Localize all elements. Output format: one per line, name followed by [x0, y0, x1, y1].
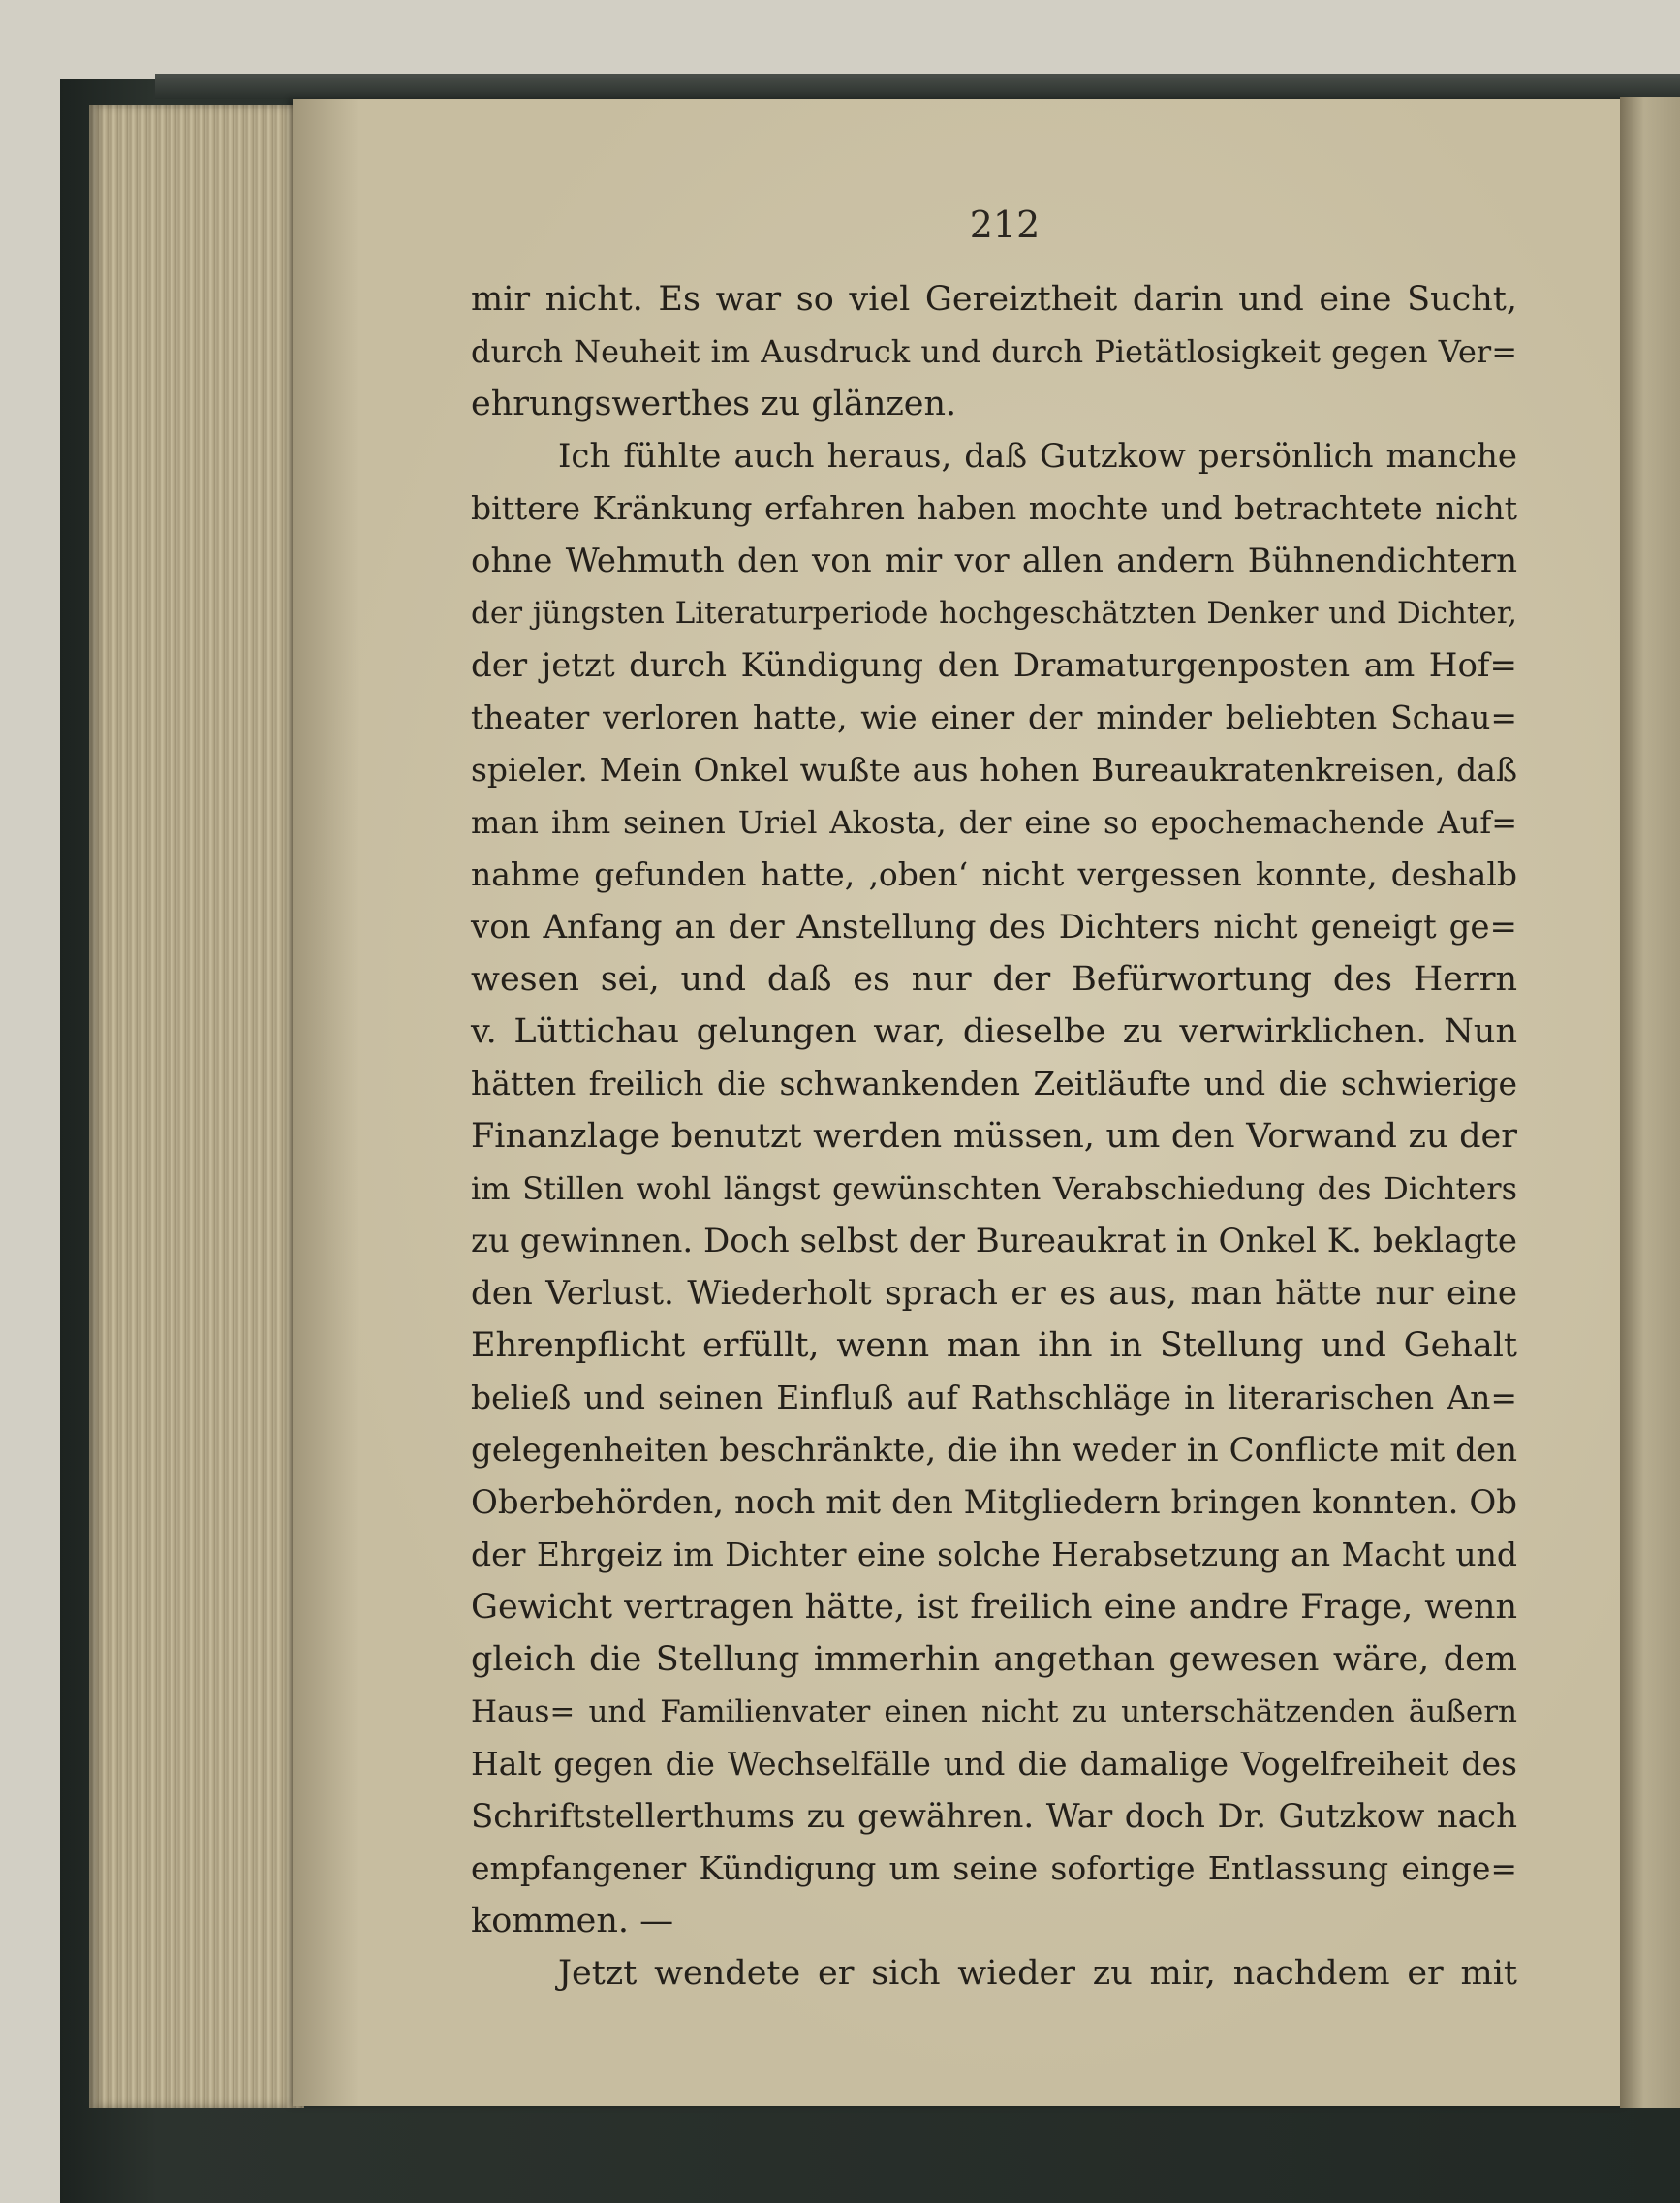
text-line: Finanzlage benutzt werden müssen, um den Vorwand zu der — [471, 1117, 1517, 1156]
text-line: Halt gegen die Wechselfälle und die damalige Vogelfreiheit des — [471, 1745, 1517, 1783]
text-line: beließ und seinen Einfluß auf Rathschläge in literarischen An= — [471, 1379, 1517, 1416]
text-line: durch Neuheit im Ausdruck und durch Pietätlosigkeit gegen Ver= — [471, 333, 1517, 370]
text-line: zu gewinnen. Doch selbst der Bureaukrat in Onkel K. beklagte — [471, 1222, 1517, 1260]
text-line: den Verlust. Wiederholt sprach er es aus, man hätte nur eine — [471, 1274, 1517, 1313]
facing-page-edge — [1620, 97, 1680, 2108]
body-text — [471, 273, 1517, 2000]
text-line: Ehrenpflicht erfüllt, wenn man ihn in Stellung und Gehalt — [471, 1326, 1517, 1365]
page-number: 212 — [969, 203, 1041, 246]
book-headband — [155, 74, 1680, 99]
text-line: wesen sei, und daß es nur der Befürwortung des Herrn — [471, 960, 1517, 999]
text-line: Jetzt wendete er sich wieder zu mir, nachdem er mit — [558, 1954, 1517, 1993]
text-line: nahme gefunden hatte, ‚oben‘ nicht vergessen konnte, deshalb — [471, 855, 1517, 893]
text-line: gleich die Stellung immerhin angethan gewesen wäre, dem — [471, 1640, 1517, 1679]
text-line: von Anfang an der Anstellung des Dichters nicht geneigt ge= — [471, 908, 1517, 946]
text-line: spieler. Mein Onkel wußte aus hohen Bureaukratenkreisen, daß — [471, 751, 1517, 789]
text-line: der jüngsten Literaturperiode hochgeschätzten Denker und Dichter, — [471, 596, 1517, 631]
text-line: Oberbehörden, noch mit den Mitgliedern bringen konnten. Ob — [471, 1483, 1517, 1522]
page-edges — [89, 105, 304, 2108]
text-line: ohne Wehmuth den von mir vor allen andern Bühnendichtern — [471, 542, 1517, 580]
text-line: v. Lüttichau gelungen war, dieselbe zu verwirklichen. Nun — [471, 1012, 1517, 1051]
text-line: kommen. — — [471, 1902, 674, 1940]
text-line: Gewicht vertragen hätte, ist freilich eine andre Frage, wenn — [471, 1588, 1517, 1627]
text-line: Haus= und Familienvater einen nicht zu unterschätzenden äußern — [471, 1694, 1517, 1729]
text-line: gelegenheiten beschränkte, die ihn weder in Conflicte mit den — [471, 1431, 1517, 1470]
text-line: man ihm seinen Uriel Akosta, der eine so epochemachende Auf= — [471, 804, 1517, 841]
text-line: der Ehrgeiz im Dichter eine solche Herabsetzung an Macht und — [471, 1536, 1517, 1573]
text-line: Ich fühlte auch heraus, daß Gutzkow persönlich manche — [558, 437, 1517, 476]
text-line: mir nicht. Es war so viel Gereiztheit darin und eine Sucht, — [471, 280, 1517, 319]
text-line: ehrungswerthes zu glänzen. — [471, 385, 957, 423]
text-line: hätten freilich die schwankenden Zeitläufte und die schwierige — [471, 1065, 1517, 1102]
text-line: empfangener Kündigung um seine sofortige Entlassung einge= — [471, 1849, 1517, 1887]
text-line: bittere Kränkung erfahren haben mochte und betrachtete nicht — [471, 489, 1517, 527]
text-line: der jetzt durch Kündigung den Dramaturgenposten am Hof= — [471, 646, 1517, 685]
text-line: theater verloren hatte, wie einer der minder beliebten Schau= — [471, 698, 1517, 736]
text-line: Schriftstellerthums zu gewähren. War doch Dr. Gutzkow nach — [471, 1797, 1517, 1836]
text-line: im Stillen wohl längst gewünschten Verabschiedung des Dichters — [471, 1170, 1517, 1207]
